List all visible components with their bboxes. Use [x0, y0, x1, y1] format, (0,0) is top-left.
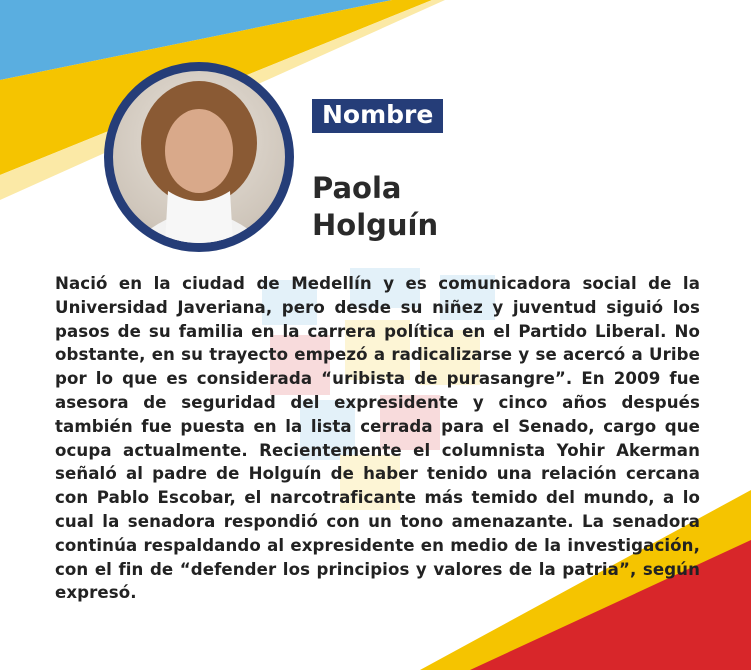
portrait-photo [104, 62, 294, 252]
person-name: Paola Holguín [312, 171, 439, 242]
person-silhouette-icon [113, 71, 285, 243]
name-label-badge: Nombre [312, 99, 443, 133]
biography-text: Nació en la ciudad de Medellín y es comunicadora social de la Universidad Javeriana, pero desde su niñez y juventud siguió los pasos de su familia en la carrera política en el Partido Liberal. No obstante, en su trayecto empezó a radicalizarse y se acercó a Uribe por lo que es considerada “uribista de purasangre”. En 2009 fue asesora de seguridad del expresidente y cinco años después también fue puesta en la lista cerrada para el Senado, cargo que ocupa actualmente. Recientemente el columnista Yohir Akerman señaló al padre de Holguín de haber tenido una relación cercana con Pablo Escobar, el narcotraficante más temido del mundo, a lo cual la senadora respondió con un tono amenazante. La senadora continúa respaldando al expresidente en medio de la investigación, con el fin de “defender los principios y valores de la patria”, según expresó. [55, 274, 700, 603]
